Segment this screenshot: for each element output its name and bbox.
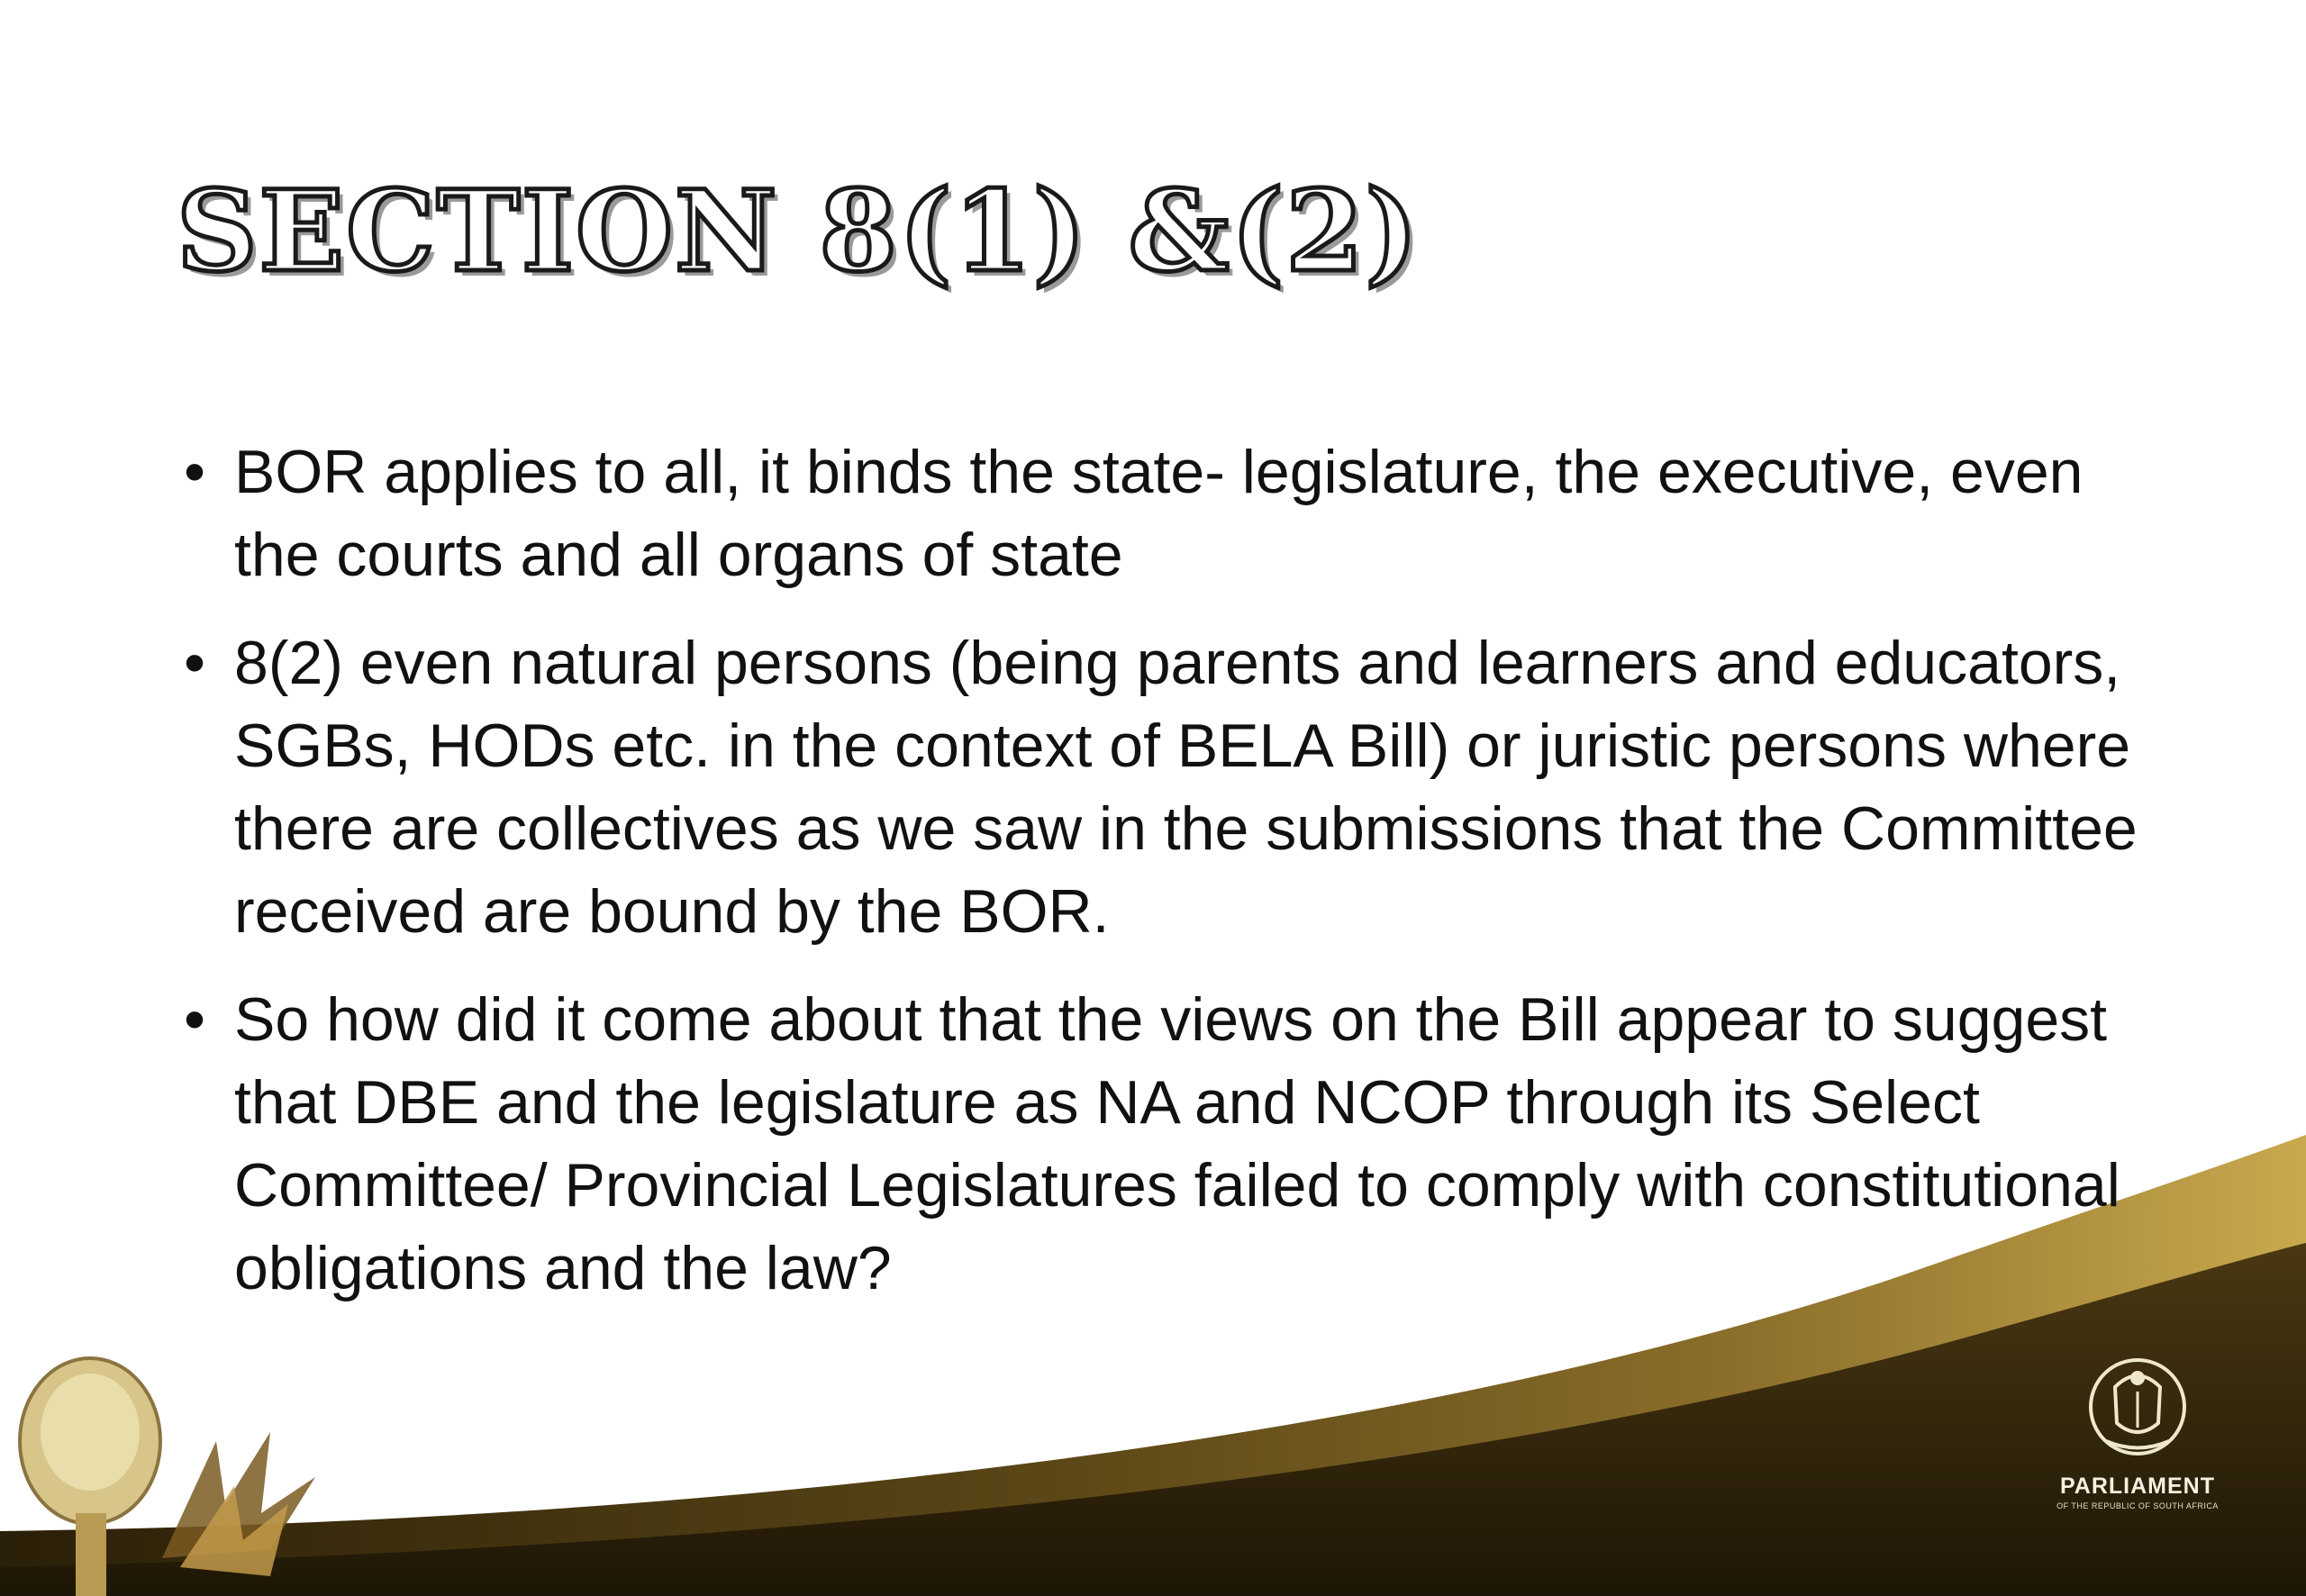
bullet-text: 8(2) even natural persons (being parents and learners and educators, SGBs, HODs etc. in the context of BELA Bill) or juristic persons where there are collectives as we saw in the submissions that the Committee received are bound by the BOR.: [234, 629, 2138, 946]
mace-and-protea-icon: [0, 1333, 360, 1596]
bullet-text: BOR applies to all, it binds the state- legislature, the executive, even the courts and all organs of state: [234, 438, 2084, 589]
bullet-item: [177, 621, 2140, 953]
slide-title: SECTION 8(1) &(2): [177, 167, 1421, 297]
bullet-marker: •: [184, 438, 205, 506]
parliament-subtitle: OF THE REPUBLIC OF SOUTH AFRICA: [2056, 1501, 2219, 1510]
parliament-logo: [2043, 1351, 2232, 1549]
bullet-text: So how did it come about that the views on the Bill appear to suggest that DBE and the legislature as NA and NCOP through its Select Committee/ Provincial Legislatures failed to comply with constitutional obligations and the law?: [234, 985, 2120, 1302]
bullet-list: [177, 431, 2140, 1335]
bullet-item: [177, 431, 2140, 596]
bullet-item: [177, 978, 2140, 1310]
coat-of-arms-icon: [2079, 1351, 2196, 1468]
parliament-name: PARLIAMENT: [2059, 1474, 2216, 1499]
bullet-marker: •: [184, 985, 205, 1054]
bullet-marker: •: [184, 629, 205, 697]
